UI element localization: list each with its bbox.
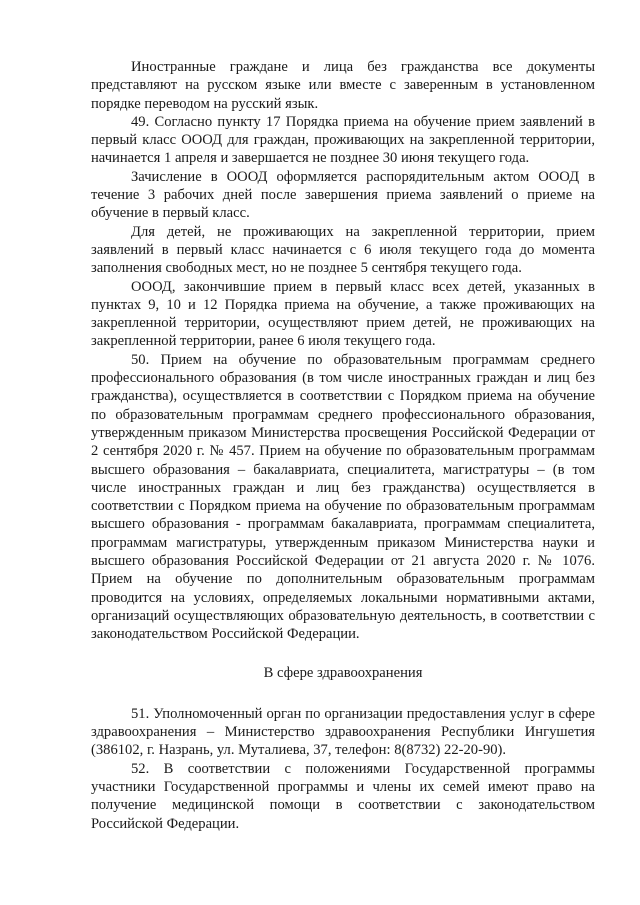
paragraph-foreign-citizens-documents: Иностранные граждане и лица без гражданства все документы представляют на русском языке или вместе с заверенным в установленном порядке переводом на русский язык. (91, 59, 595, 112)
paragraph-51-healthcare-authority: 51. Уполномоченный орган по организации предоставления услуг в сфере здравоохранения – Министерство здравоохранения Республики Ингушетия (386102, г. Назрань, ул. Муталиева, 37, телефон: 8(8732) 22-20-90). (91, 705, 595, 759)
paragraph-52-medical-assistance: 52. В соответствии с положениями Государственной программы участники Государственной программы и члены их семей имеют право на получение медицинской помощи в соответствии с законодательством Российской Федерации. (91, 760, 595, 832)
paragraph-49-first-grade-applications: 49. Согласно пункту 17 Порядка приема на обучение прием заявлений в первый класс ОООД для граждан, проживающих на закрепленной территории, начинается 1 апреля и завершается не позднее 30 июня текущего года. (91, 113, 595, 167)
paragraph-early-admission: ОООД, закончившие прием в первый класс всех детей, указанных в пунктах 9, 10 и 12 Порядка приема на обучение, а также проживающих на закрепленной территории, осуществляют прием детей, не проживающих на закрепленной территории, ранее 6 июля текущего года. (91, 278, 595, 350)
section-heading-healthcare: В сфере здравоохранения (263, 664, 423, 681)
paragraph-50-professional-education: 50. Прием на обучение по образовательным программам среднего профессионального образования (в том числе иностранных граждан и лиц без гражданства), осуществляется в соответствии с Порядком приема на обучение по образовательным программам среднего профессионального образования, утвержденным приказом Министерства просвещения Российской Федерации от 2 сентября 2020 г. № 457. Прием на обучение по образовательным программам высшего образования – бакалавриата, специалитета, магистратуры – (в том числе иностранных граждан и лиц без гражданства) осуществляется в соответствии с Порядком приема на обучение по образовательным программам высшего образования - программам бакалавриата, программам специалитета, программам магистратуры, утвержденным приказом Министерства науки и высшего образования Российской Федерации от 21 августа 2020 г. № 1076. Прием на обучение по дополнительным образовательным программам проводится на условиях, определяемых локальными нормативными актами, организаций осуществляющих образовательную деятельность, в соответствии с законодательством Российской Федерации. (91, 351, 595, 643)
paragraph-non-resident-children: Для детей, не проживающих на закрепленной территории, прием заявлений в первый класс начинается с 6 июля текущего года до момента заполнения свободных мест, но не позднее 5 сентября текущего года. (91, 223, 595, 277)
document-body (91, 58, 595, 833)
paragraph-enrollment-order: Зачисление в ОООД оформляется распорядительным актом ОООД в течение 3 рабочих дней после завершения приема заявлений о приеме на обучение в первый класс. (91, 168, 595, 222)
